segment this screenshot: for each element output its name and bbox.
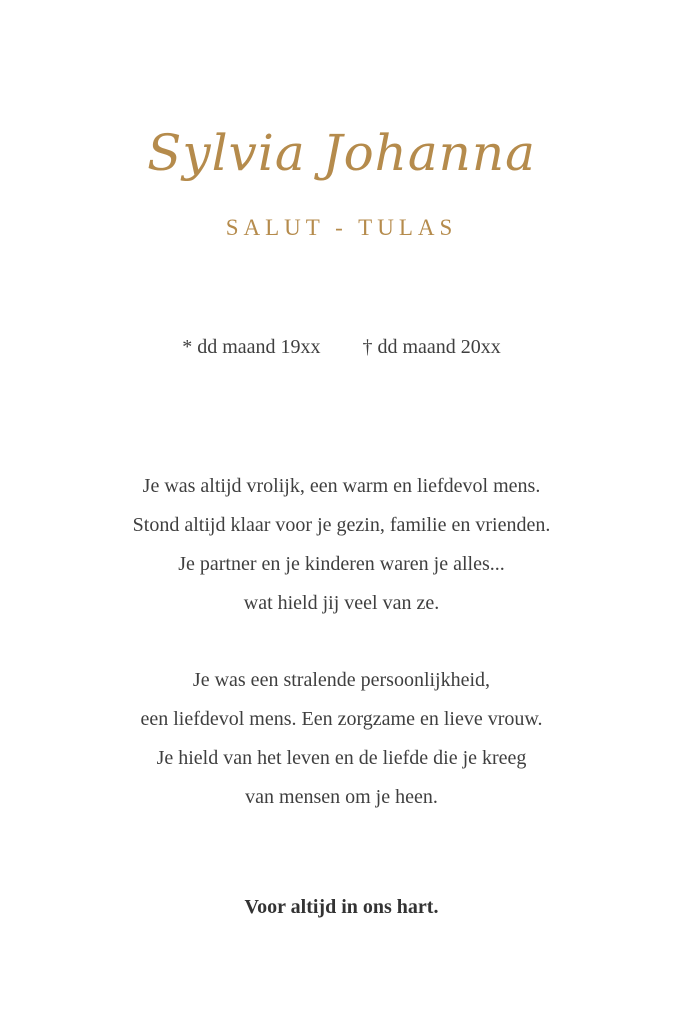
poem-line: Je hield van het leven en de liefde die je kreeg	[156, 747, 527, 769]
poem	[0, 467, 683, 855]
death-date: † dd maand 20xx	[362, 336, 501, 358]
poem-line: Je was altijd vrolijk, een warm en liefdevol mens.	[142, 475, 541, 497]
poem-line: van mensen om je heen.	[245, 786, 438, 808]
poem-line: Stond altijd klaar voor je gezin, familie en vrienden.	[132, 514, 551, 536]
poem-stanza-1	[0, 467, 683, 623]
poem-line: Je partner en je kinderen waren je alles...	[178, 553, 505, 575]
surname-heading: SALUT - TULAS	[225, 215, 458, 240]
poem-line: Je was een stralende persoonlijkheid,	[192, 669, 491, 691]
birth-date: * dd maand 19xx	[182, 336, 321, 358]
dates-row	[0, 336, 683, 359]
poem-line: wat hield jij veel van ze.	[243, 592, 440, 614]
closing-line: Voor altijd in ons hart.	[244, 896, 439, 918]
poem-line: een liefdevol mens. Een zorgzame en lieve vrouw.	[140, 708, 543, 730]
first-names-heading: Sylvia Johanna	[147, 124, 536, 182]
poem-stanza-2	[0, 661, 683, 817]
